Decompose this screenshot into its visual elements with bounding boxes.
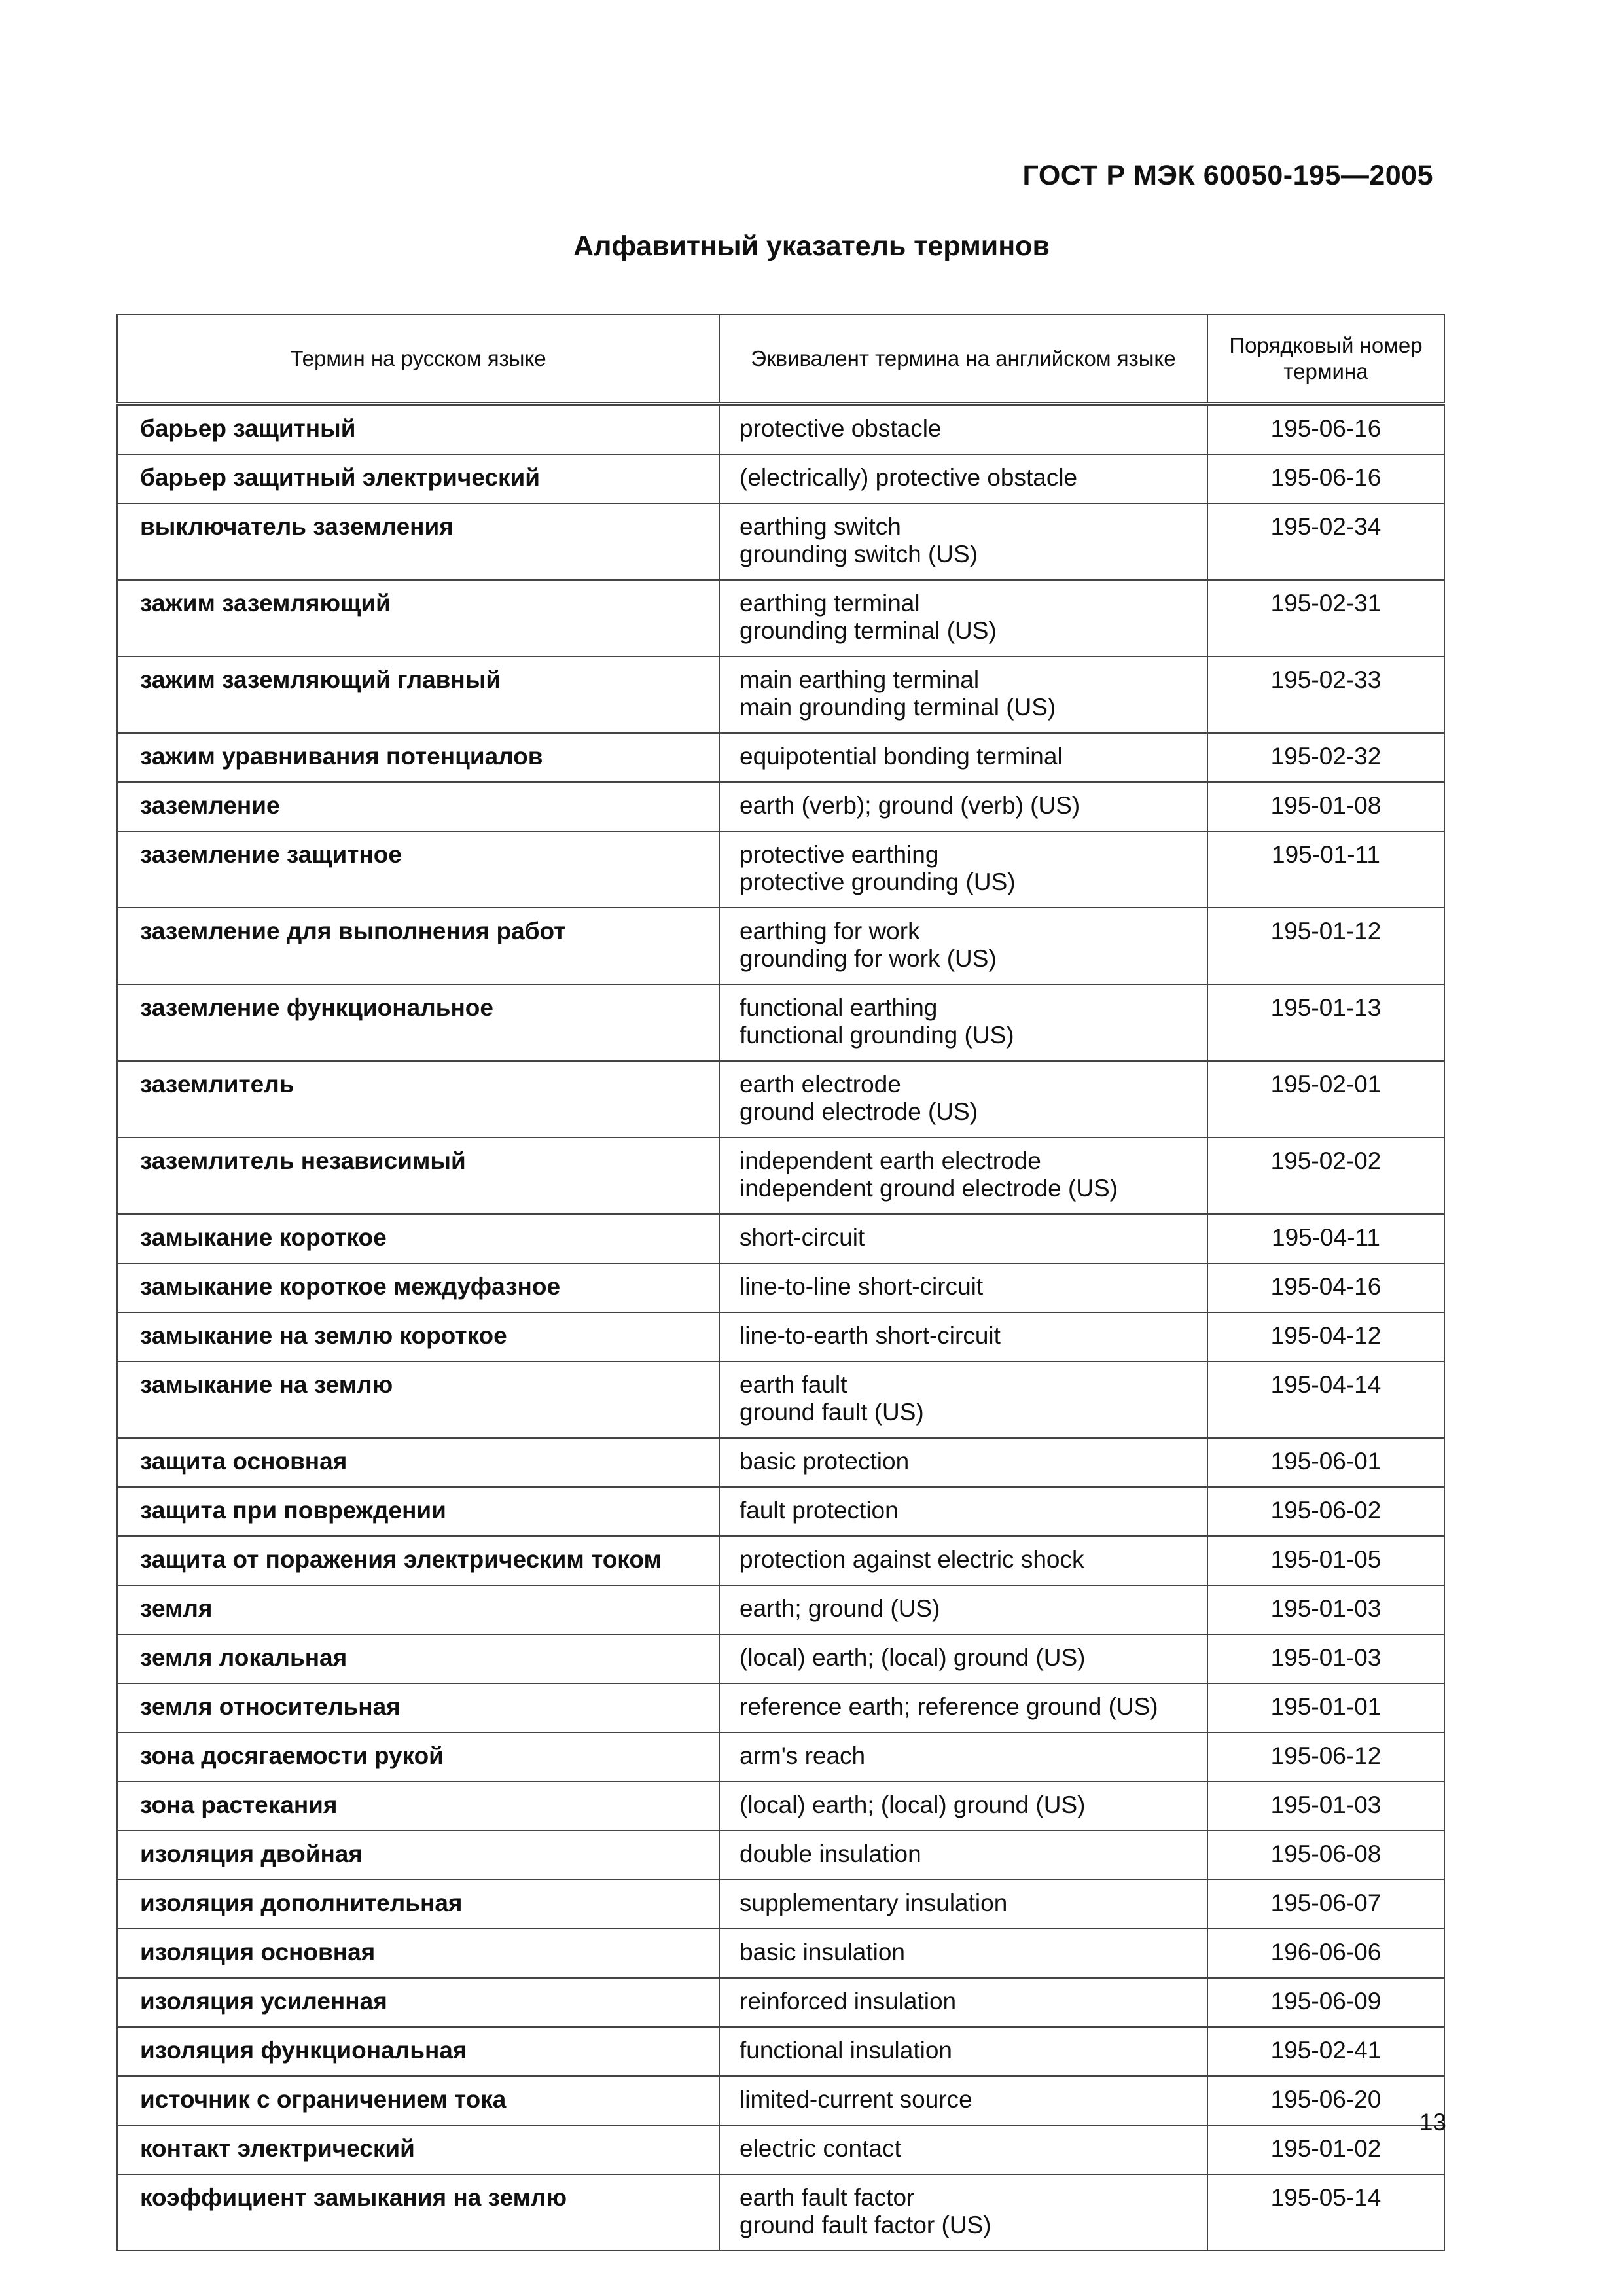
- term-number-cell: 195-02-02: [1207, 1138, 1444, 1214]
- english-equivalent-cell: [719, 908, 1207, 984]
- english-equivalent-cell: [719, 1880, 1207, 1929]
- russian-term-cell: защита основная: [117, 1438, 719, 1487]
- russian-term-cell: зажим уравнивания потенциалов: [117, 733, 719, 782]
- english-equivalent-line: protective grounding (US): [740, 869, 1016, 895]
- english-equivalent-line: reinforced insulation: [740, 1988, 957, 2015]
- english-equivalent-line: equipotential bonding terminal: [740, 743, 1063, 770]
- russian-term-cell: зажим заземляющий: [117, 580, 719, 656]
- english-equivalent-line: line-to-earth short-circuit: [740, 1322, 1001, 1349]
- english-equivalent-cell: [719, 1138, 1207, 1214]
- term-number-cell: 195-06-20: [1207, 2076, 1444, 2125]
- english-equivalent-line: fault protection: [740, 1497, 899, 1524]
- russian-term-cell: земля локальная: [117, 1634, 719, 1683]
- term-number-cell: 195-02-34: [1207, 503, 1444, 580]
- english-equivalent-line: (local) earth; (local) ground (US): [740, 1644, 1086, 1671]
- russian-term-cell: земля относительная: [117, 1683, 719, 1732]
- english-equivalent-line: grounding switch (US): [740, 541, 978, 567]
- english-equivalent-cell: [719, 1782, 1207, 1831]
- english-equivalent-line: electric contact: [740, 2135, 901, 2162]
- term-number-cell: 195-04-12: [1207, 1312, 1444, 1361]
- table-row: [117, 1438, 1444, 1487]
- english-equivalent-line: basic protection: [740, 1448, 910, 1475]
- english-equivalent-cell: [719, 1978, 1207, 2027]
- english-equivalent-cell: [719, 1634, 1207, 1683]
- term-number-cell: 195-06-02: [1207, 1487, 1444, 1536]
- term-number-cell: 195-05-14: [1207, 2174, 1444, 2251]
- term-number-cell: 195-04-11: [1207, 1214, 1444, 1263]
- table-row: [117, 1312, 1444, 1361]
- english-equivalent-line: earthing switch: [740, 513, 901, 540]
- table-row: [117, 1487, 1444, 1536]
- russian-term-cell: изоляция усиленная: [117, 1978, 719, 2027]
- table-row: [117, 1536, 1444, 1585]
- russian-term-cell: заземлитель независимый: [117, 1138, 719, 1214]
- russian-term-cell: замыкание на землю: [117, 1361, 719, 1438]
- term-number-cell: 195-06-09: [1207, 1978, 1444, 2027]
- term-number-cell: 195-01-11: [1207, 831, 1444, 908]
- russian-term-cell: выключатель заземления: [117, 503, 719, 580]
- english-equivalent-line: limited-current source: [740, 2086, 972, 2113]
- russian-term-cell: замыкание короткое междуфазное: [117, 1263, 719, 1312]
- english-equivalent-cell: [719, 580, 1207, 656]
- english-equivalent-cell: [719, 2027, 1207, 2076]
- table-row: [117, 2125, 1444, 2174]
- english-equivalent-line: earth; ground (US): [740, 1595, 940, 1622]
- term-number-cell: 195-01-12: [1207, 908, 1444, 984]
- russian-term-cell: защита при повреждении: [117, 1487, 719, 1536]
- english-equivalent-line: independent ground electrode (US): [740, 1175, 1118, 1202]
- english-equivalent-line: (electrically) protective obstacle: [740, 464, 1078, 491]
- english-equivalent-line: functional grounding (US): [740, 1022, 1014, 1049]
- russian-term-cell: изоляция функциональная: [117, 2027, 719, 2076]
- russian-term-cell: защита от поражения электрическим током: [117, 1536, 719, 1585]
- table-row: [117, 1634, 1444, 1683]
- table-header: [117, 315, 1444, 404]
- table-row: [117, 2027, 1444, 2076]
- english-equivalent-line: earthing terminal: [740, 590, 920, 617]
- english-equivalent-line: earth (verb); ground (verb) (US): [740, 792, 1080, 819]
- english-equivalent-line: protective earthing: [740, 841, 939, 868]
- term-number-cell: 195-06-07: [1207, 1880, 1444, 1929]
- table-row: [117, 1361, 1444, 1438]
- russian-term-cell: источник с ограничением тока: [117, 2076, 719, 2125]
- russian-term-cell: коэффициент замыкания на землю: [117, 2174, 719, 2251]
- english-equivalent-cell: [719, 1214, 1207, 1263]
- table-row: [117, 454, 1444, 503]
- term-number-cell: 195-01-03: [1207, 1782, 1444, 1831]
- russian-term-cell: изоляция основная: [117, 1929, 719, 1978]
- table-row: [117, 984, 1444, 1061]
- table-row: [117, 2174, 1444, 2251]
- english-equivalent-cell: [719, 1312, 1207, 1361]
- english-equivalent-line: earth electrode: [740, 1071, 901, 1098]
- russian-term-cell: зона досягаемости рукой: [117, 1732, 719, 1782]
- english-equivalent-cell: [719, 1683, 1207, 1732]
- term-number-cell: 195-06-16: [1207, 404, 1444, 454]
- table-row: [117, 1214, 1444, 1263]
- english-equivalent-line: grounding terminal (US): [740, 617, 997, 644]
- russian-term-cell: заземление защитное: [117, 831, 719, 908]
- english-equivalent-line: line-to-line short-circuit: [740, 1273, 984, 1300]
- term-number-cell: 195-06-16: [1207, 454, 1444, 503]
- table-row: [117, 782, 1444, 831]
- table-row: [117, 908, 1444, 984]
- english-equivalent-line: main earthing terminal: [740, 666, 980, 693]
- english-equivalent-cell: [719, 1585, 1207, 1634]
- english-equivalent-cell: [719, 733, 1207, 782]
- column-header-russian-term: Термин на русском языке: [117, 315, 719, 404]
- english-equivalent-cell: [719, 1536, 1207, 1585]
- table-row: [117, 580, 1444, 656]
- russian-term-cell: заземление для выполнения работ: [117, 908, 719, 984]
- term-number-cell: 195-01-02: [1207, 2125, 1444, 2174]
- english-equivalent-cell: [719, 404, 1207, 454]
- russian-term-cell: зона растекания: [117, 1782, 719, 1831]
- english-equivalent-line: supplementary insulation: [740, 1890, 1008, 1916]
- english-equivalent-line: earthing for work: [740, 918, 920, 944]
- english-equivalent-line: short-circuit: [740, 1224, 865, 1251]
- term-number-cell: 195-01-03: [1207, 1585, 1444, 1634]
- russian-term-cell: изоляция двойная: [117, 1831, 719, 1880]
- russian-term-cell: барьер защитный: [117, 404, 719, 454]
- term-number-cell: 195-01-05: [1207, 1536, 1444, 1585]
- table-row: [117, 656, 1444, 733]
- english-equivalent-line: arm's reach: [740, 1742, 866, 1769]
- term-number-cell: 195-02-33: [1207, 656, 1444, 733]
- english-equivalent-line: protective obstacle: [740, 415, 942, 442]
- page-title: Алфавитный указатель терминов: [573, 230, 1050, 262]
- term-number-cell: 195-02-32: [1207, 733, 1444, 782]
- english-equivalent-line: basic insulation: [740, 1939, 905, 1965]
- table-row: [117, 1831, 1444, 1880]
- table-row: [117, 1683, 1444, 1732]
- russian-term-cell: изоляция дополнительная: [117, 1880, 719, 1929]
- table-row: [117, 831, 1444, 908]
- table-row: [117, 1978, 1444, 2027]
- table-header-row: [117, 315, 1444, 404]
- column-header-english-equivalent: Эквивалент термина на английском языке: [719, 315, 1207, 404]
- table-row: [117, 503, 1444, 580]
- english-equivalent-line: earth fault: [740, 1371, 847, 1398]
- table-row: [117, 1929, 1444, 1978]
- english-equivalent-cell: [719, 656, 1207, 733]
- russian-term-cell: замыкание короткое: [117, 1214, 719, 1263]
- english-equivalent-cell: [719, 2076, 1207, 2125]
- english-equivalent-line: earth fault factor: [740, 2184, 915, 2211]
- english-equivalent-line: (local) earth; (local) ground (US): [740, 1791, 1086, 1818]
- russian-term-cell: барьер защитный электрический: [117, 454, 719, 503]
- english-equivalent-line: grounding for work (US): [740, 945, 997, 972]
- table-row: [117, 1880, 1444, 1929]
- english-equivalent-cell: [719, 831, 1207, 908]
- english-equivalent-line: independent earth electrode: [740, 1147, 1041, 1174]
- russian-term-cell: заземление: [117, 782, 719, 831]
- english-equivalent-cell: [719, 2125, 1207, 2174]
- english-equivalent-cell: [719, 454, 1207, 503]
- table-row: [117, 2076, 1444, 2125]
- russian-term-cell: контакт электрический: [117, 2125, 719, 2174]
- term-number-cell: 195-01-01: [1207, 1683, 1444, 1732]
- term-number-cell: 195-06-12: [1207, 1732, 1444, 1782]
- russian-term-cell: заземление функциональное: [117, 984, 719, 1061]
- english-equivalent-line: ground fault factor (US): [740, 2212, 991, 2238]
- english-equivalent-cell: [719, 503, 1207, 580]
- english-equivalent-cell: [719, 1732, 1207, 1782]
- english-equivalent-line: reference earth; reference ground (US): [740, 1693, 1158, 1720]
- russian-term-cell: зажим заземляющий главный: [117, 656, 719, 733]
- russian-term-cell: земля: [117, 1585, 719, 1634]
- english-equivalent-line: double insulation: [740, 1840, 921, 1867]
- english-equivalent-cell: [719, 782, 1207, 831]
- page-number: 13: [1419, 2109, 1446, 2136]
- english-equivalent-cell: [719, 1487, 1207, 1536]
- table-body: [117, 404, 1444, 2251]
- table-row: [117, 733, 1444, 782]
- russian-term-cell: заземлитель: [117, 1061, 719, 1138]
- english-equivalent-line: protection against electric shock: [740, 1546, 1084, 1573]
- term-number-cell: 195-01-13: [1207, 984, 1444, 1061]
- term-number-cell: 195-01-08: [1207, 782, 1444, 831]
- table-row: [117, 1138, 1444, 1214]
- table-row: [117, 404, 1444, 454]
- english-equivalent-line: ground electrode (US): [740, 1098, 978, 1125]
- term-number-cell: 195-02-31: [1207, 580, 1444, 656]
- english-equivalent-cell: [719, 1831, 1207, 1880]
- table-row: [117, 1732, 1444, 1782]
- table-row: [117, 1263, 1444, 1312]
- english-equivalent-cell: [719, 1361, 1207, 1438]
- english-equivalent-cell: [719, 1061, 1207, 1138]
- standard-code: ГОСТ Р МЭК 60050-195—2005: [1022, 160, 1433, 191]
- english-equivalent-cell: [719, 984, 1207, 1061]
- term-number-cell: 195-01-03: [1207, 1634, 1444, 1683]
- english-equivalent-cell: [719, 1263, 1207, 1312]
- english-equivalent-cell: [719, 1438, 1207, 1487]
- table-row: [117, 1782, 1444, 1831]
- terms-index-table: [116, 314, 1445, 2251]
- term-number-cell: 195-04-14: [1207, 1361, 1444, 1438]
- english-equivalent-line: ground fault (US): [740, 1399, 924, 1426]
- english-equivalent-line: main grounding terminal (US): [740, 694, 1056, 721]
- english-equivalent-cell: [719, 1929, 1207, 1978]
- english-equivalent-line: functional insulation: [740, 2037, 952, 2064]
- term-number-cell: 195-06-08: [1207, 1831, 1444, 1880]
- russian-term-cell: замыкание на землю короткое: [117, 1312, 719, 1361]
- term-number-cell: 195-02-41: [1207, 2027, 1444, 2076]
- term-number-cell: 195-04-16: [1207, 1263, 1444, 1312]
- english-equivalent-cell: [719, 2174, 1207, 2251]
- table-row: [117, 1585, 1444, 1634]
- column-header-term-number: Порядковый номер термина: [1207, 315, 1444, 404]
- table-row: [117, 1061, 1444, 1138]
- english-equivalent-line: functional earthing: [740, 994, 938, 1021]
- term-number-cell: 196-06-06: [1207, 1929, 1444, 1978]
- term-number-cell: 195-02-01: [1207, 1061, 1444, 1138]
- term-number-cell: 195-06-01: [1207, 1438, 1444, 1487]
